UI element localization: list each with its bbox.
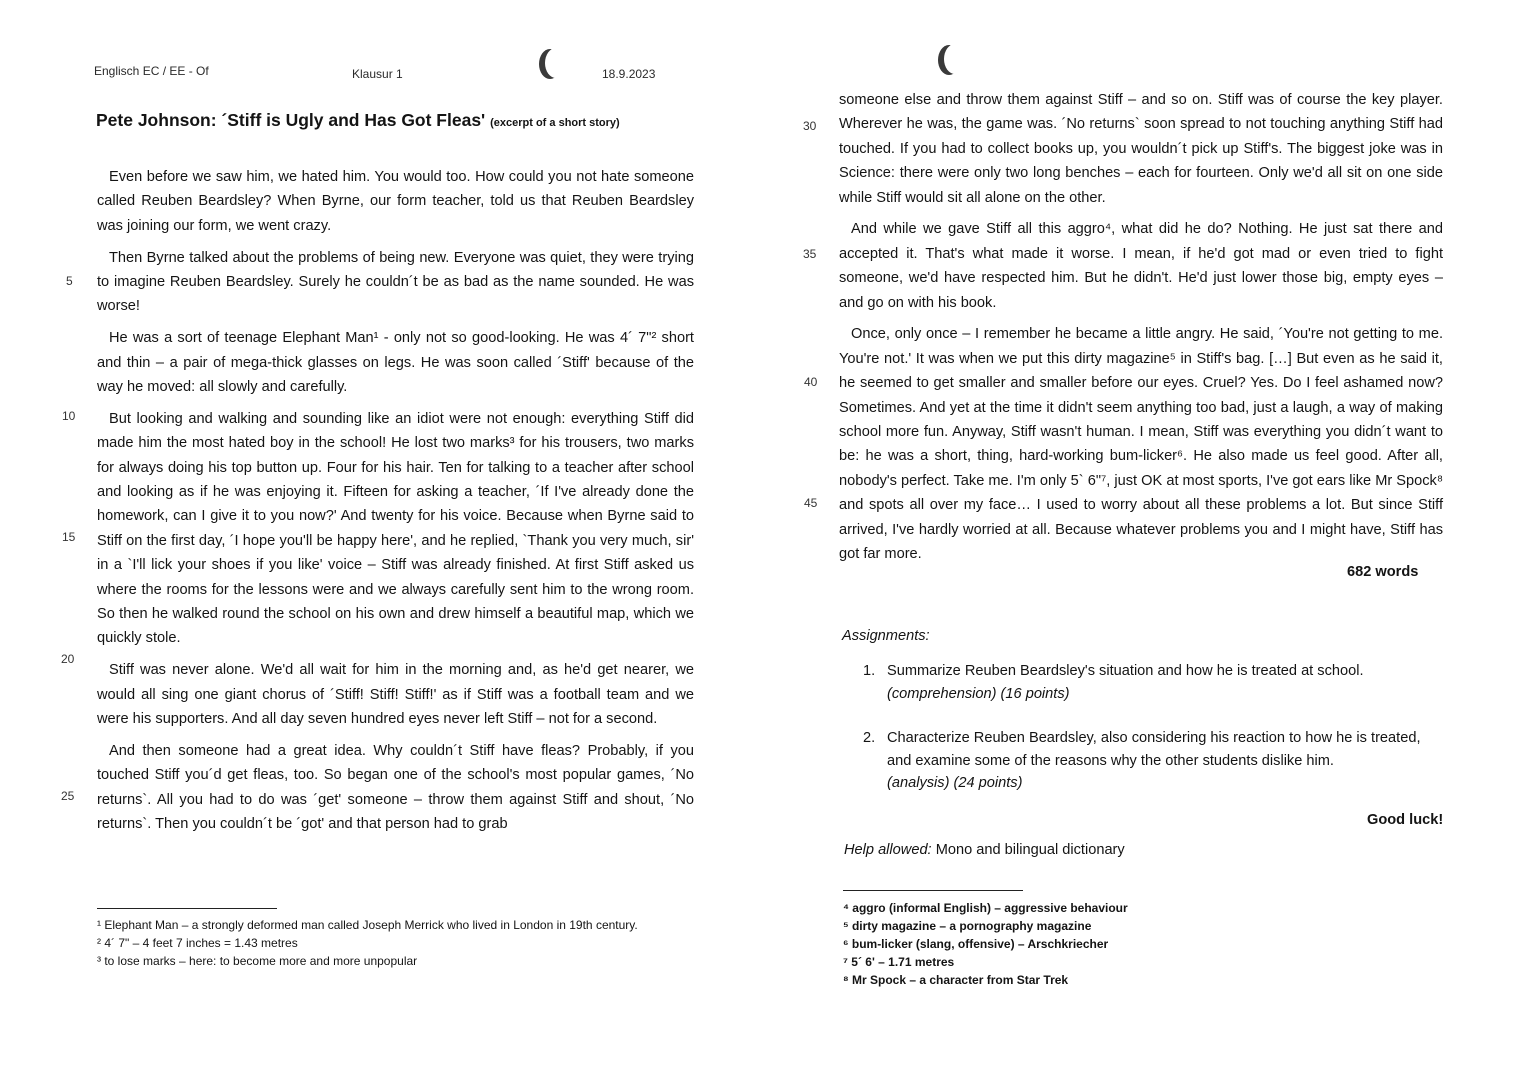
moon-icon [545, 48, 567, 78]
line-number: 35 [803, 247, 817, 261]
footnote: ¹ Elephant Man – a strongly deformed man called Joseph Merrick who lived in London in 19th century. [97, 918, 638, 932]
word-count: 682 words [1347, 564, 1419, 580]
help-allowed [844, 842, 1125, 858]
line-number: 25 [61, 789, 75, 803]
paragraph: Once, only once – I remember he became a little angry. He said, ´You're not getting to me. You're not.' It was when we put this dirty magazine⁵ in Stiff's bag. […] But even as he said it, he seemed to get smaller and smaller before our eyes. Cruel? Yes. Do I feel ashamed now? Sometimes. And yet at the time it didn't seem anything too bad, just a laugh, a way of making school more fun. Anyway, Stiff wasn't human. I mean, Stiff was everything you didn´t want to be: he was a short, thing, hard-working bum-licker⁶. He also made us feel good. After all, nobody's perfect. Take me. I'm only 5` 6"⁷, just OK at most sports, I've got ears like Mr Spock⁸ and spots all over my face… I used to worry about all these problems a lot. But since Stiff arrived, I've hardly worried at all. Because whatever problems you and I might have, Stiff has got far more. [839, 326, 1443, 563]
assignment-text: Characterize Reuben Beardsley, also considering his reaction to how he is treated, and examine some of the reasons why the other students dislike him. [887, 730, 1421, 769]
footnote: ³ to lose marks – here: to become more and more unpopular [97, 954, 418, 968]
paragraph: Stiff was never alone. We'd all wait for him in the morning and, as he'd get nearer, we would all sing one giant chorus of ´Stiff! Stiff! Stiff!' as if Stiff was a football team and we were his supporters. And all day seven hundred eyes never left Stiff – not for a second. [97, 662, 694, 728]
good-luck: Good luck! [1367, 812, 1444, 828]
story-text-left [97, 165, 694, 844]
assignment-text: Summarize Reuben Beardsley's situation and how he is treated at school. [887, 663, 1364, 679]
assignment-item [863, 727, 1443, 795]
story-title [96, 110, 716, 131]
paragraph: Even before we saw him, we hated him. You would too. How could you not hate someone called Reuben Beardsley? When Byrne, our form teacher, told us that Reuben Beardsley was joining our form, we went crazy. [97, 169, 694, 234]
exam-label: Klausur 1 [352, 67, 403, 81]
paragraph: And then someone had a great idea. Why couldn´t Stiff have fleas? Probably, if you touched Stiff you´d get fleas, too. So began one of the school's most popular games, ´No returns`. All you had to do was ´get' someone – throw them against Stiff and shout, ´No returns`. Then you couldn´t be ´got' and that person had to grab [97, 742, 694, 833]
footnote-divider [843, 890, 1023, 891]
assignments-list [863, 660, 1443, 817]
footnote: ⁶ bum-licker (slang, offensive) – Arschkriecher [843, 937, 1109, 951]
assignment-hint: (comprehension) (16 points) [887, 685, 1070, 702]
assignment-hint: (analysis) (24 points) [887, 775, 1023, 791]
story-subtitle: (excerpt of a short story) [490, 117, 620, 129]
assignments-heading: Assignments: [842, 628, 930, 644]
line-number: 20 [61, 652, 75, 666]
footnote: ² 4´ 7" – 4 feet 7 inches = 1.43 metres [97, 936, 298, 950]
footnote: ⁴ aggro (informal English) – aggressive behaviour [843, 901, 1128, 915]
assignment-number: 2. [863, 730, 876, 746]
line-number: 5 [66, 274, 73, 288]
story-title-text: Pete Johnson: ´Stiff is Ugly and Has Got Fleas' [96, 110, 486, 130]
footnotes-right [843, 899, 1403, 989]
line-number: 10 [62, 409, 76, 423]
line-number: 45 [804, 496, 818, 510]
help-label: Help allowed: [844, 842, 932, 858]
paragraph: Then Byrne talked about the problems of being new. Everyone was quiet, they were trying to imagine Reuben Beardsley. Surely he couldn´t be as bad as the name sounded. He was worse! [97, 249, 694, 315]
footnote: ⁵ dirty magazine – a pornography magazine [843, 919, 1092, 933]
assignment-body [887, 727, 1443, 795]
paragraph: He was a sort of teenage Elephant Man¹ - only not so good-looking. He was 4´ 7"² short and thin – a pair of mega-thick glasses on legs. He was soon called ´Stiff' because of the way he moved: all slowly and carefully. [97, 330, 694, 396]
story-text-right [839, 88, 1443, 574]
paragraph: And while we gave Stiff all this aggro⁴, what did he do? Nothing. He just sat there and accepted it. That's what made it worse. I mean, if he'd got mad or even tried to fight someone, we'd have respected him. But he didn't. He'd just lower those big, empty eyes – and go on with his book. [839, 221, 1443, 311]
course-label: Englisch EC / EE - Of [94, 64, 209, 78]
moon-icon [944, 44, 966, 74]
footnote: ⁷ 5´ 6' – 1.71 metres [843, 955, 955, 969]
paragraph: someone else and throw them against Stiff – and so on. Stiff was of course the key player. Wherever he was, the game was. ´No returns` soon spread to not touching anything Stiff had touched. If you had to collect books up, you wouldn´t pick up Stiff's. The biggest joke was in Science: there were only two long benches – each for fourteen. Only we'd all sit on one side while Stiff would sit all alone on the other. [839, 92, 1443, 206]
footnote-divider [97, 908, 277, 909]
right-page [759, 0, 1518, 1080]
assignment-item [863, 660, 1443, 705]
exam-date: 18.9.2023 [602, 67, 656, 81]
assignment-number: 1. [863, 663, 876, 679]
line-number: 40 [804, 375, 818, 389]
line-number: 15 [62, 530, 76, 544]
paragraph: But looking and walking and sounding like an idiot were not enough: everything Stiff did made him the most hated boy in the school! He lost two marks³ for his trousers, two marks for always doing his top button up. Four for his hair. Ten for talking to a teacher after school and looking as if he was enjoying it. Fifteen for asking a teacher, ´If I've already done the homework, can I give it to you now?' And twenty for his voice. Because when Byrne said to Stiff on the first day, ´I hope you'll be happy here', and he replied, `Thank you very much, sir' in a `I'll lick your shoes if you like' voice – Stiff was already finished. At first Stiff asked us where the rooms for the lessons were and we always carefully sent him to the wrong room. So then he walked round the school on his own and drew himself a beautiful map, which we quickly stole. [97, 410, 694, 647]
line-number: 30 [803, 119, 817, 133]
footnote: ⁸ Mr Spock – a character from Star Trek [843, 973, 1069, 987]
help-text: Mono and bilingual dictionary [935, 842, 1125, 858]
footnotes-left [97, 916, 677, 970]
assignment-body [887, 660, 1443, 705]
